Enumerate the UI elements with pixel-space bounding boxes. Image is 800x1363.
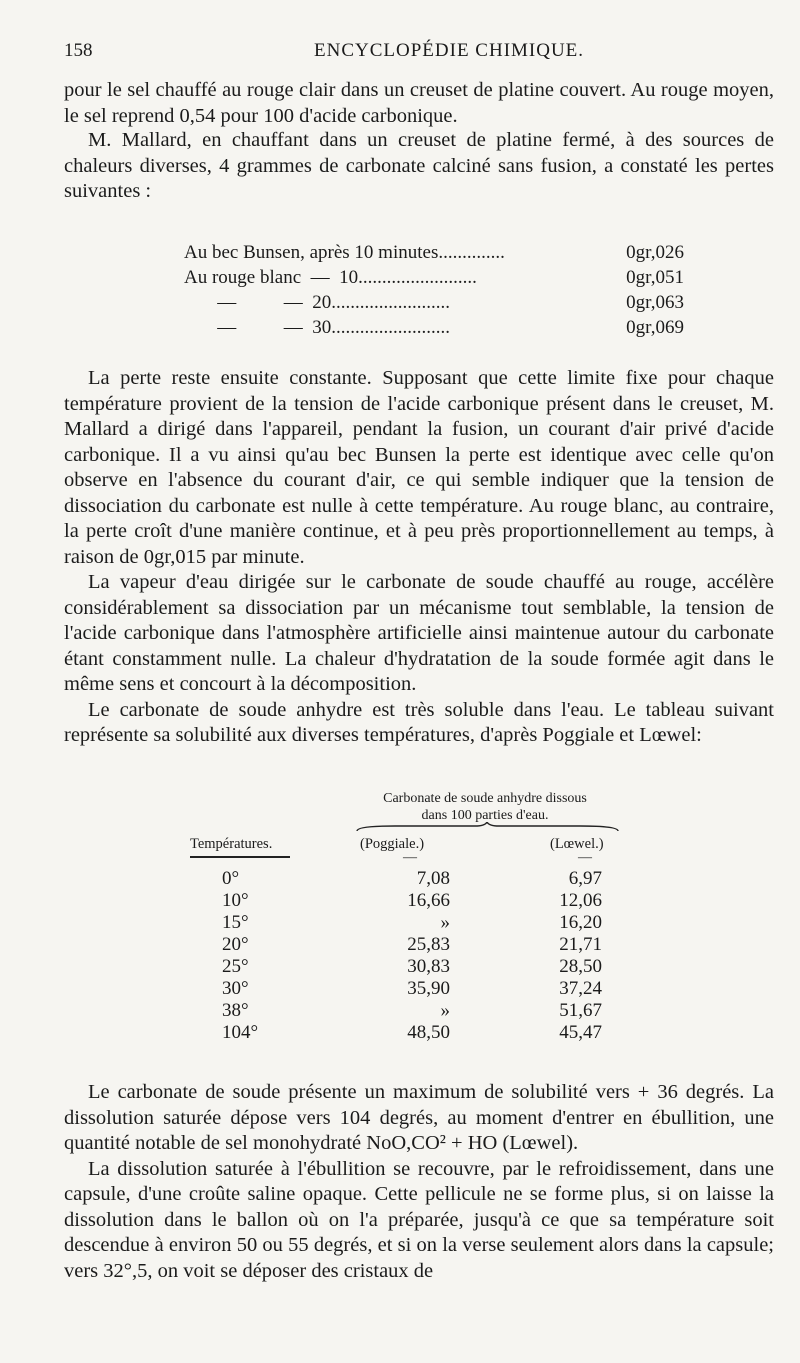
running-title: ENCYCLOPÉDIE CHIMIQUE. <box>314 40 585 61</box>
cell-temperature: 20° <box>222 934 249 955</box>
table-title-line2: dans 100 parties d'eau. <box>421 808 549 823</box>
paragraph-2-text: M. Mallard, en chauffant dans un creuset de platine fermé, à des sources de chaleurs diverses, 4 grammes de carbonate calciné sans fusion, a constaté les pertes suivantes : <box>64 129 774 202</box>
cell-loewel: 21,71 <box>559 934 602 955</box>
loss-row <box>184 290 684 315</box>
loss-row <box>184 265 684 290</box>
cell-loewel: 45,47 <box>559 1022 602 1043</box>
table-row <box>0 978 800 1000</box>
paragraph-2 <box>64 128 774 205</box>
cell-loewel: 16,20 <box>559 912 602 933</box>
loss-value: 0gr,063 <box>626 292 684 313</box>
table-row <box>0 1022 800 1044</box>
table-row <box>0 934 800 956</box>
cell-temperature: 25° <box>222 956 249 977</box>
paragraph-6-text: Le carbonate de soude présente un maximum de solubilité vers + 36 degrés. La dissolution saturée dépose vers 104 degrés, au moment d'entrer en ébullition, une quantité notable de sel monohydraté NoO,CO² + HO (Lœwel). <box>64 1081 774 1154</box>
cell-loewel: 37,24 <box>559 978 602 999</box>
brace-icon <box>355 822 620 832</box>
paragraph-7-text: La dissolution saturée à l'ébullition se recouvre, par le refroidissement, dans une capsule, d'une croûte saline opaque. Cette pellicule ne se forme plus, si on laisse la dissolution dans le ballon où on l'a préparée, jusqu'à ce que sa température soit descendue à environ 50 ou 55 degrés, et si on la verse seulement alors dans la capsule; vers 32°,5, on voit se déposer des cristaux de <box>64 1157 774 1282</box>
paragraphs-3-5 <box>64 366 774 749</box>
loss-value: 0gr,069 <box>626 317 684 338</box>
cell-poggiale: » <box>440 912 450 933</box>
table-row <box>0 912 800 934</box>
table-row <box>0 956 800 978</box>
table-row <box>0 1000 800 1022</box>
paragraph-4-text: La vapeur d'eau dirigée sur le carbonate de soude chauffé au rouge, accélère considérablement sa dissociation par un mécanisme tout semblable, la tension de l'acide carbonique dans l'atmosphère artificielle ainsi maintenue autour du carbonate étant constamment nulle. La chaleur d'hydratation de la soude formée agit dans le même sens et concourt à la décomposition. <box>64 571 774 695</box>
paragraphs-6-7 <box>64 1080 774 1284</box>
table-row <box>0 868 800 890</box>
cell-poggiale: 30,83 <box>407 956 450 977</box>
cell-poggiale: 16,66 <box>407 890 450 911</box>
table-title-line1: Carbonate de soude anhydre dissous <box>383 791 587 806</box>
loss-label: Au bec Bunsen, après 10 minutes.............. <box>184 242 505 263</box>
col-header-loewel: (Lœwel.) <box>550 836 604 852</box>
cell-loewel: 28,50 <box>559 956 602 977</box>
cell-poggiale: 7,08 <box>416 868 450 889</box>
col-dash: — <box>403 850 417 865</box>
cell-poggiale: » <box>440 1000 450 1021</box>
paragraph-5-text: Le carbonate de soude anhydre est très soluble dans l'eau. Le tableau suivant représente sa solubilité aux diverses températures, d'après Poggiale et Lœwel: <box>64 698 774 746</box>
paragraph-1-text: pour le sel chauffé au rouge clair dans un creuset de platine couvert. Au rouge moyen, le sel reprend 0,54 pour 100 d'acide carbonique. <box>64 79 774 127</box>
cell-poggiale: 25,83 <box>407 934 450 955</box>
paragraph-1 <box>64 78 774 129</box>
cell-loewel: 51,67 <box>559 1000 602 1021</box>
page-header <box>64 40 760 66</box>
page-number: 158 <box>64 40 93 61</box>
header-rule <box>190 856 290 858</box>
cell-temperature: 38° <box>222 1000 249 1021</box>
cell-loewel: 12,06 <box>559 890 602 911</box>
loss-label: — — 20......................... <box>184 292 450 313</box>
cell-loewel: 6,97 <box>568 868 602 889</box>
table-row <box>0 890 800 912</box>
paragraph-3-text: La perte reste ensuite constante. Supposant que cette limite fixe pour chaque température provient de la tension de l'acide carbonique présent dans le creuset, M. Mallard a dirigé dans l'appareil, pendant la fusion, un courant d'air privé d'acide carbonique. Il a vu ainsi qu'au bec Bunsen la perte est identique avec celle qu'on observe en l'absence du courant d'air, ce qui semble indiquer que la tension de dissociation du carbonate est nulle à cette température. Au rouge blanc, au contraire, la perte croît d'une manière continue, et à peu près proportionnellement au temps, à raison de 0gr,015 par minute. <box>64 367 774 568</box>
col-header-poggiale: (Poggiale.) <box>360 836 425 852</box>
loss-label: — — 30......................... <box>184 317 450 338</box>
cell-temperature: 15° <box>222 912 249 933</box>
loss-row <box>184 315 684 340</box>
loss-row <box>184 240 684 265</box>
loss-value: 0gr,051 <box>626 267 684 288</box>
loss-value: 0gr,026 <box>626 242 684 263</box>
solubility-table-title <box>350 790 620 824</box>
cell-poggiale: 48,50 <box>407 1022 450 1043</box>
cell-temperature: 10° <box>222 890 249 911</box>
col-dash: — <box>578 850 592 865</box>
col-header-temperature: Températures. <box>190 836 273 852</box>
cell-temperature: 30° <box>222 978 249 999</box>
loss-table <box>184 240 684 340</box>
loss-label: Au rouge blanc — 10......................... <box>184 267 477 288</box>
cell-poggiale: 35,90 <box>407 978 450 999</box>
cell-temperature: 104° <box>222 1022 259 1043</box>
cell-temperature: 0° <box>222 868 240 889</box>
